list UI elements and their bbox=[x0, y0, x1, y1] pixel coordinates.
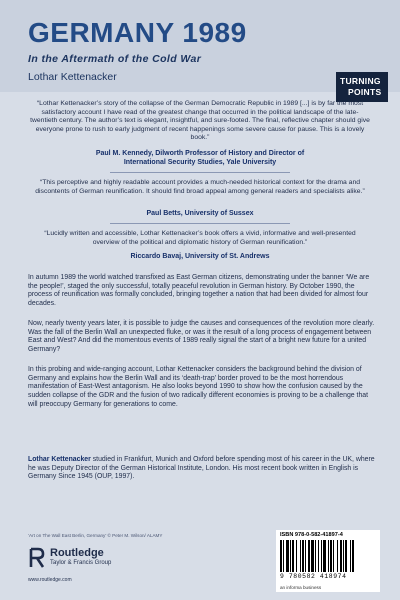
blurb-paragraph-3: In this probing and wide-ranging account, Lothar Kettenacker considers the background behind the division of Germany and explains how the Berlin Wall and its ‘death-trap’ border proved to be the most horrendous manifestation of East-West antagonism. He also looks beyond 1990 to show how the confusion caused by the sudden collapse of the GDR and the fusion of two radically different economies is proving to be a challenge that will preoccupy Germany for generations to come. bbox=[28, 366, 369, 408]
quote-1-attribution-line2: International Security Studies, Yale University bbox=[123, 159, 277, 166]
blurb-paragraph-1: In autumn 1989 the world watched transfixed as East German citizens, demonstrating under the banner ‘We are the people!’, staged the only successful, totally peaceful revolution in German history. By October 1990, the process of reunification was formally concluded, bringing together a nation that had been divided for almost four decades. bbox=[28, 274, 370, 308]
quote-divider bbox=[110, 223, 290, 224]
series-logo-line1: TURNING bbox=[340, 76, 381, 86]
quote-3-text: “Lucidly written and accessible, Lothar Kettenacker’s book offers a vivid, informative and well-presented overview of the political and diplomatic history of German reunification.” bbox=[44, 230, 356, 246]
publisher-name: Routledge bbox=[50, 547, 104, 559]
quote-1-text: “Lothar Kettenacker’s story of the collapse of the German Democratic Republic in 1989 [...] is by far the most satisfactory account I have read of the greatest change that occurred in the political landscape of the late-twentieth century. The author’s text is elegant, insightful, and sure-footed. The final, reflective chapter should give everyone prone to rush to early judgment of recent happenings some severe cause for pause. This is a lovely book.” bbox=[30, 100, 370, 142]
book-subtitle: In the Aftermath of the Cold War bbox=[28, 53, 202, 65]
publisher-block bbox=[28, 547, 168, 587]
book-author: Lothar Kettenacker bbox=[28, 71, 117, 83]
quote-2-text: “This perceptive and highly readable account provides a much-needed historical context for the drama and discontents of German reunification. It should find broad appeal among general readers and specialists alike.” bbox=[35, 179, 365, 195]
author-bio bbox=[28, 456, 378, 482]
barcode-icon bbox=[280, 540, 376, 572]
quote-1-attribution-line1: Paul M. Kennedy, Dilworth Professor of History and Director of bbox=[95, 150, 305, 157]
quote-3-attribution: Riccardo Bavaj, University of St. Andrews bbox=[130, 253, 270, 260]
publisher-group: Taylor & Francis Group bbox=[50, 560, 112, 566]
barcode-panel bbox=[276, 530, 380, 592]
quote-divider bbox=[110, 172, 290, 173]
book-title: GERMANY 1989 bbox=[28, 17, 247, 48]
informa-tagline: an informa business bbox=[276, 584, 380, 592]
cover-header bbox=[0, 0, 400, 97]
blurb-paragraph-2: Now, nearly twenty years later, it is possible to judge the causes and consequences of the revolution more clearly. Was the fall of the Berlin Wall an unexpected fluke, or was it the result of a long process of engagement between East and West? And did the momentous events of 1989 really signal the start of a bright new future for a united Germany? bbox=[28, 320, 375, 354]
series-logo bbox=[336, 72, 388, 102]
publisher-url[interactable]: www.routledge.com bbox=[28, 577, 72, 583]
author-bio-name: Lothar Kettenacker bbox=[28, 456, 91, 463]
cover-image-credit: ‘Art on The Wall East Berlin, Germany’ © Peter M. Wilson/ ALAMY bbox=[28, 533, 163, 538]
author-bio-text: studied in Frankfurt, Munich and Oxford before spending most of his career in the UK, where he was Deputy Director of the German Historical Institute, London. His most recent book written in English is Germany Since 1945 (OUP, 1997). bbox=[28, 456, 375, 481]
routledge-logo-icon bbox=[28, 547, 46, 569]
quote-2-attribution: Paul Betts, University of Sussex bbox=[146, 210, 254, 217]
series-logo-line2: POINTS bbox=[348, 87, 382, 97]
barcode-number: 9 780582 418974 bbox=[280, 573, 347, 580]
isbn-label: ISBN 978-0-582-41897-4 bbox=[280, 532, 343, 538]
